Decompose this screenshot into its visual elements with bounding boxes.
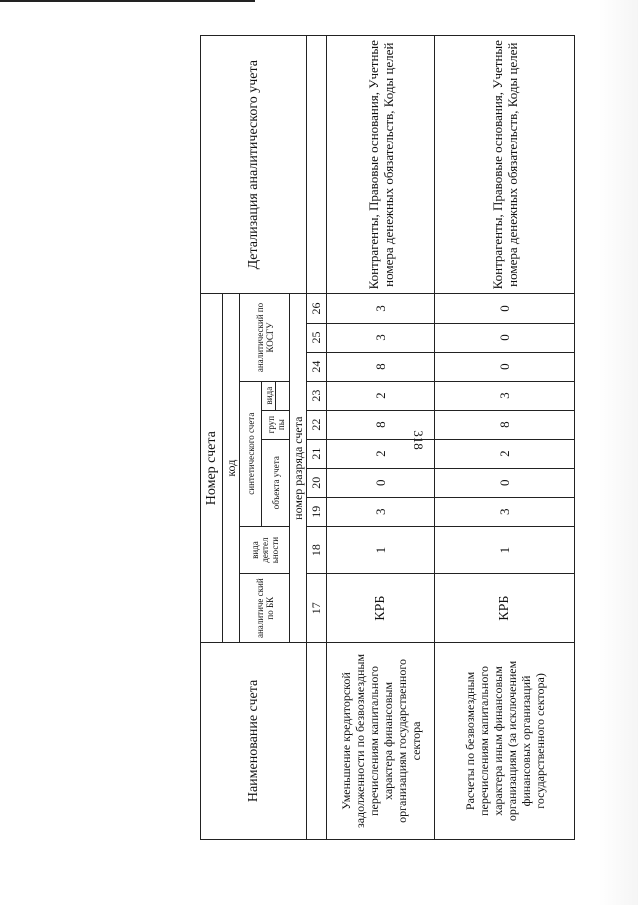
header-synthetic: синтетического счета — [240, 381, 262, 526]
account-name-cell: Уменьшение кредиторской задолженности по безвозмездным перечислениям капитального характера финансовым организациям государственного сектора — [327, 642, 435, 839]
header-object: объекта учета — [262, 439, 290, 526]
object-cell: 3 — [327, 497, 435, 526]
header-account-name: Наименование счета — [201, 642, 307, 839]
digit-number: 19 — [307, 497, 327, 526]
header-kind: вида — [262, 381, 276, 410]
header-digit-number: номер разряда счета — [290, 294, 307, 642]
digit-number-blank — [307, 642, 327, 839]
top-border-line — [0, 0, 255, 2]
digit-number: 23 — [307, 381, 327, 410]
accounts-table — [200, 35, 575, 840]
kosgu-cell: 0 — [435, 352, 575, 381]
activity-type-cell: 1 — [327, 526, 435, 574]
analytic-bk-cell: КРБ — [435, 574, 575, 642]
object-cell: 3 — [435, 497, 575, 526]
digit-number-blank — [307, 36, 327, 294]
digit-number: 24 — [307, 352, 327, 381]
object-cell: 0 — [327, 468, 435, 497]
rotated-table-wrapper — [200, 35, 547, 840]
digit-number: 21 — [307, 439, 327, 468]
digit-number: 18 — [307, 526, 327, 574]
header-analytic-kosgu: аналитический по КОСГУ — [240, 294, 290, 381]
detail-cell: Контрагенты, Правовые основания, Учетные номера денежных обязательств, Коды целей — [327, 36, 435, 294]
activity-type-cell: 1 — [435, 526, 575, 574]
kosgu-cell: 0 — [435, 323, 575, 352]
analytic-bk-cell: КРБ — [327, 574, 435, 642]
digit-number: 17 — [307, 574, 327, 642]
kind-cell: 3 — [435, 381, 575, 410]
object-cell: 2 — [327, 439, 435, 468]
object-cell: 0 — [435, 468, 575, 497]
digit-number: 22 — [307, 410, 327, 439]
group-cell: 8 — [435, 410, 575, 439]
kosgu-cell: 3 — [327, 294, 435, 323]
header-account-number: Номер счета — [201, 294, 223, 642]
object-cell: 2 — [435, 439, 575, 468]
header-kind-spacer — [276, 381, 290, 410]
page-number: 318 — [411, 430, 426, 450]
kosgu-cell: 8 — [327, 352, 435, 381]
kosgu-cell: 0 — [435, 294, 575, 323]
header-analytic-bk: аналитиче ский по БК — [240, 574, 290, 642]
account-name-cell: Расчеты по безвозмездным перечислениям капитального характера иным финансовым организациям (за исключением финансовых организаций государственного сектора) — [435, 642, 575, 839]
group-cell: 8 — [327, 410, 435, 439]
detail-cell: Контрагенты, Правовые основания, Учетные номера денежных обязательств, Коды целей — [435, 36, 575, 294]
header-activity-type: вида деятел ьности — [240, 526, 290, 574]
header-code: код — [223, 294, 240, 642]
kind-cell: 2 — [327, 381, 435, 410]
table-row — [435, 36, 575, 840]
digit-number: 26 — [307, 294, 327, 323]
kosgu-cell: 3 — [327, 323, 435, 352]
digit-number: 25 — [307, 323, 327, 352]
scan-shadow — [598, 0, 638, 905]
table-row — [327, 36, 435, 840]
header-group: груп пы — [262, 410, 290, 439]
digit-number: 20 — [307, 468, 327, 497]
header-detail: Детализация аналитического учета — [201, 36, 307, 294]
